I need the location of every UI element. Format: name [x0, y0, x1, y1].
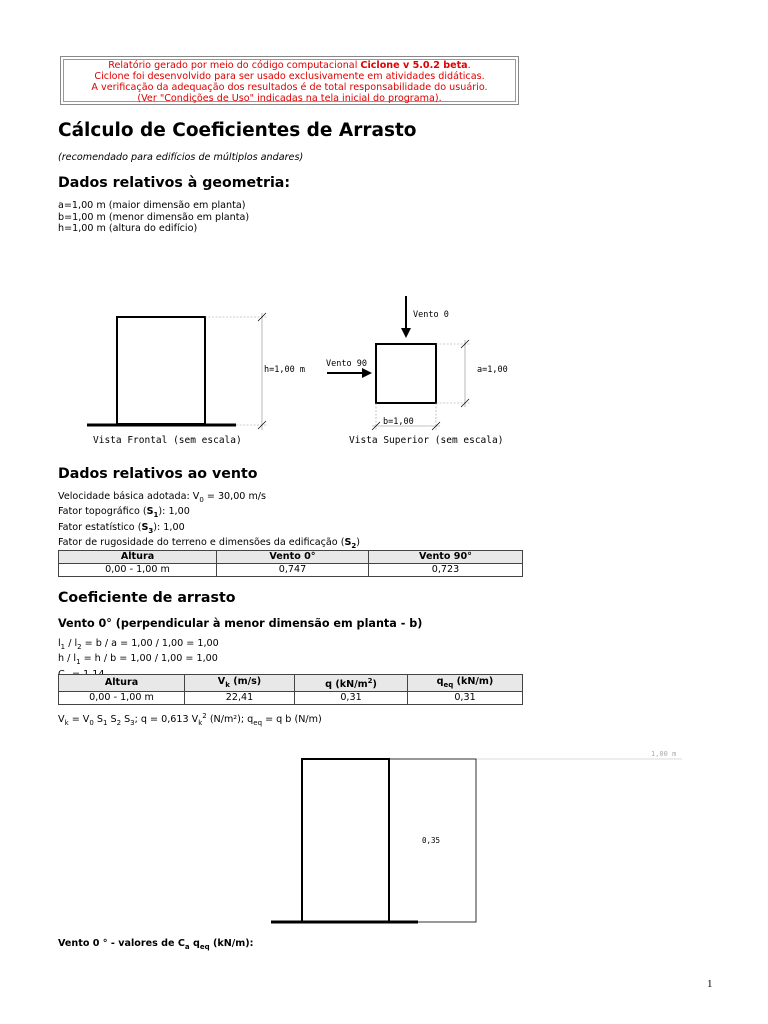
factor-s1: Fator topográfico $(S_1)$: 1,00: [58, 506, 190, 520]
page-subtitle: (recomendado para edifícios de múltiplos andares): [58, 152, 304, 163]
wind-heading: Dados relativos ao vento: [58, 466, 258, 482]
top-view-building: [376, 344, 436, 403]
vento-0-subheading: Vento 0° (perpendicular à menor dimensão em planta - b): [58, 617, 423, 630]
col-vento-90: Vento 90°: [369, 551, 523, 564]
col-altura: Altura: [59, 551, 217, 564]
disclaimer-box: [60, 56, 519, 105]
disclaimer-line-2: Ciclone foi desenvolvido para ser usado exclusivamente em atividades didáticas.: [94, 71, 485, 82]
disclaimer-line-3: A verificação da adequação dos resultados é de total responsabilidade do usuário.: [91, 82, 488, 93]
col-vento-0: Vento 0°: [217, 551, 369, 564]
table-header-row: [59, 675, 523, 692]
drag-heading: Coeficiente de arrasto: [58, 590, 236, 606]
program-name: Ciclone v 5.0.2 beta: [360, 60, 468, 71]
load-diagram: [0, 745, 768, 930]
table-header-row: [59, 551, 523, 564]
formula-line: $V_k = V_0$ $S_1$ $S_2$ $S_3$; q = 0,613 $V_k^2$ (N/m²); $q_{eq} = q$ b (N/m): [58, 712, 322, 728]
geometry-diagram: [0, 290, 768, 450]
page-title: Cálculo de Coeficientes de Arrasto: [58, 120, 417, 141]
vento-0-arrow-head: [401, 328, 411, 338]
geometry-heading: Dados relativos à geometria:: [58, 175, 291, 191]
geometry-a: a=1,00 m (maior dimensão em planta): [58, 200, 246, 211]
front-view-caption: Vista Frontal (sem escala): [93, 435, 242, 446]
col-q: q $(kN/m^2)$: [295, 675, 408, 692]
disclaimer-line-4: (Ver "Condições de Uso" indicadas na tela inicial do programa).: [137, 93, 442, 104]
final-heading: Vento 0 ° - valores de $C_a$ $q_{eq}$ (kN/m):: [58, 938, 254, 951]
a-dimension-label: a=1,00: [477, 365, 508, 375]
page-number: 1: [707, 978, 713, 990]
b-dimension-label: b=1,00: [383, 417, 414, 427]
col-altura: Altura: [59, 675, 185, 692]
col-qeq: $q_{eq}$ (kN/m): [408, 675, 523, 692]
geometry-lines: [58, 200, 249, 235]
vento-90-label: Vento 90: [326, 359, 367, 369]
drag-table: [58, 674, 523, 705]
s2-table: [58, 550, 523, 577]
disclaimer-line-1: Relatório gerado por meio do código computacional Ciclone v 5.0.2 beta.: [108, 60, 471, 71]
geometry-b: b=1,00 m (menor dimensão em planta): [58, 211, 250, 223]
geometry-h: h=1,00 m (altura do edifício): [58, 223, 198, 234]
wind-parameters: [58, 491, 360, 553]
l-ratio: $l_1 / l_2 = b / a = 1,00 / 1,00 = 1,00$: [58, 638, 219, 651]
col-vk: $V_k$ (m/s): [185, 675, 295, 692]
front-view-building: [117, 317, 205, 424]
building-elevation: [302, 759, 389, 922]
factor-s2: Fator de rugosidade do terreno e dimensões da edificação $(S_2)$: [58, 537, 361, 551]
basic-speed: Velocidade básica adotada: $V_0 = 30,00$ m/s: [58, 491, 267, 504]
top-view-caption: Vista Superior (sem escala): [349, 435, 504, 446]
table-row: 0,00 - 1,00 m 0,747 0,723: [59, 564, 523, 577]
vento-90-arrow-head: [362, 368, 372, 378]
level-label: 1,00 m: [651, 750, 677, 758]
h-ratio: $h / l_1 = h / b = 1,00 / 1,00 = 1,00$: [58, 653, 218, 667]
factor-s3: Fator estatístico $(S_3)$: 1,00: [58, 521, 185, 535]
table-row: 0,00 - 1,00 m 22,41 0,31 0,31: [59, 692, 523, 705]
load-value-label: 0,35: [422, 836, 441, 845]
h-dimension-label: h=1,00 m: [264, 365, 305, 375]
vento-0-label: Vento 0: [413, 310, 449, 320]
